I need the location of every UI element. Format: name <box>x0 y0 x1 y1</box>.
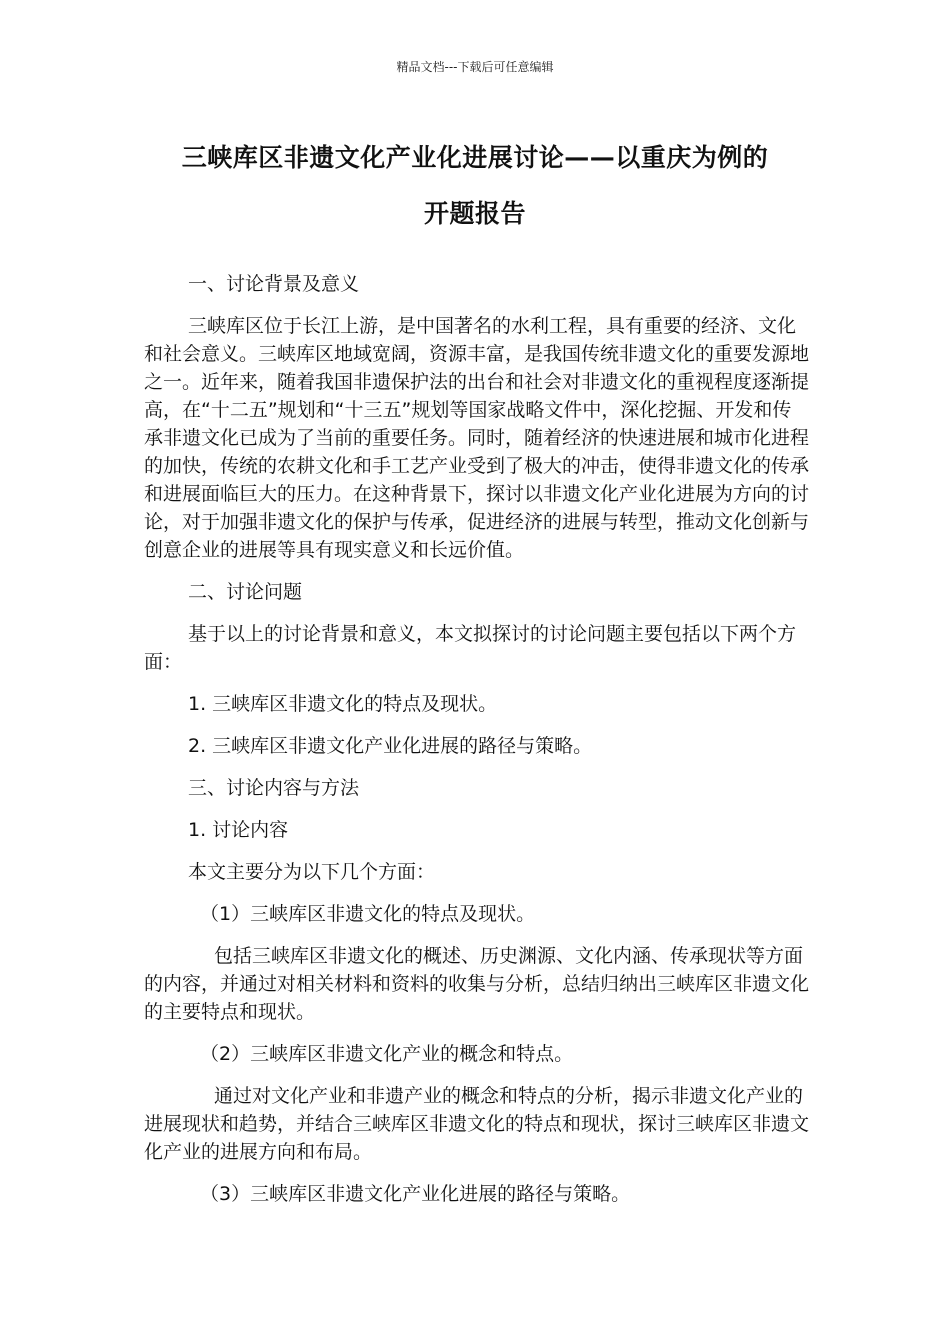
section-3-heading: 三、讨论内容与方法 <box>188 777 360 799</box>
document-title-line-2: 开题报告 <box>423 199 526 228</box>
section-1-heading: 一、讨论背景及意义 <box>188 273 360 295</box>
section-2-heading: 二、讨论问题 <box>188 581 303 603</box>
section-3-point-1-body: 包括三峡库区非遗文化的概述、历史渊源、文化内涵、传承现状等方面的内容，并通过对相关材料和资料的收集与分析，总结归纳出三峡库区非遗文化的主要特点和现状。 <box>144 945 810 1023</box>
page-header-note: 精品文档---下载后可任意编辑 <box>396 60 554 74</box>
section-3-subheading-1: 1. 讨论内容 <box>188 819 289 841</box>
section-3-point-2-body: 通过对文化产业和非遗产业的概念和特点的分析，揭示非遗文化产业的进展现状和趋势，并结合三峡库区非遗文化的特点和现状，探讨三峡库区非遗文化产业的进展方向和布局。 <box>144 1085 810 1163</box>
document-title-line-1: 三峡库区非遗文化产业化进展讨论——以重庆为例的 <box>181 143 769 172</box>
document-body <box>144 270 810 1222</box>
section-2-paragraph: 基于以上的讨论背景和意义，本文拟探讨的讨论问题主要包括以下两个方面： <box>144 623 797 673</box>
section-2-item-1: 1. 三峡库区非遗文化的特点及现状。 <box>188 693 498 715</box>
section-3-point-2-title: （2）三峡库区非遗文化产业的概念和特点。 <box>200 1043 574 1065</box>
section-3-point-1-title: （1）三峡库区非遗文化的特点及现状。 <box>200 903 536 925</box>
section-3-point-3-title: （3）三峡库区非遗文化产业化进展的路径与策略。 <box>200 1183 631 1205</box>
section-1-paragraph: 三峡库区位于长江上游，是中国著名的水利工程，具有重要的经济、文化和社会意义。三峡库区地域宽阔，资源丰富，是我国传统非遗文化的重要发源地之一。近年来，随着我国非遗保护法的出台和社会对非遗文化的重视程度逐渐提高，在“十二五”规划和“十三五”规划等国家战略文件中，深化挖掘、开发和传承非遗文化已成为了当前的重要任务。同时，随着经济的快速进展和城市化进程的加快，传统的农耕文化和手工艺产业受到了极大的冲击，使得非遗文化的传承和进展面临巨大的压力。在这种背景下，探讨以非遗文化产业化进展为方向的讨论，对于加强非遗文化的保护与传承，促进经济的进展与转型，推动文化创新与创意企业的进展等具有现实意义和长远价值。 <box>144 315 810 561</box>
section-3-intro: 本文主要分为以下几个方面： <box>188 861 436 883</box>
section-2-item-2: 2. 三峡库区非遗文化产业化进展的路径与策略。 <box>188 735 593 757</box>
